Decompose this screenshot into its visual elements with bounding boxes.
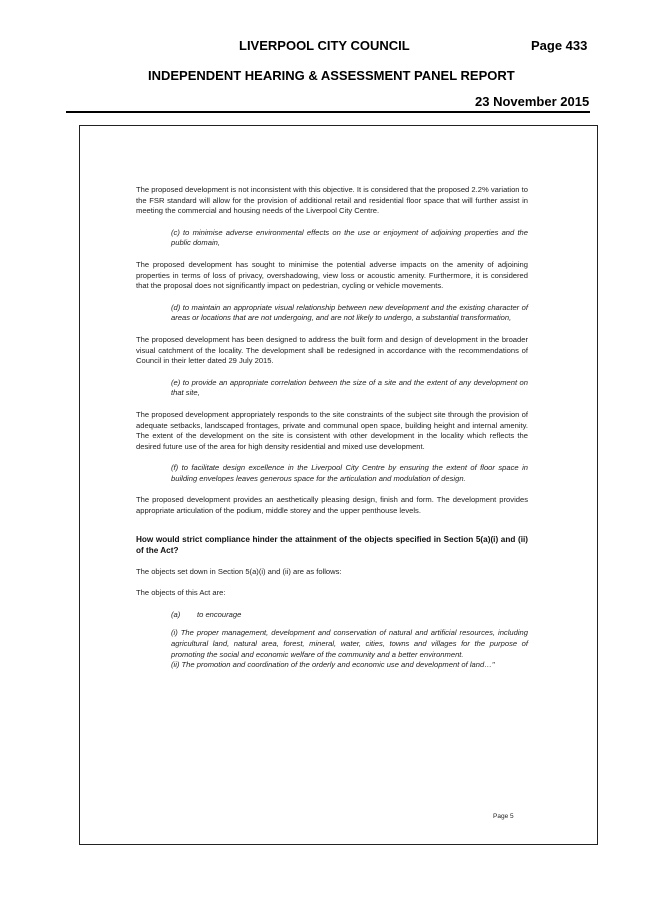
council-name: LIVERPOOL CITY COUNCIL	[239, 38, 410, 53]
object-label: (a)	[171, 609, 181, 619]
report-title: INDEPENDENT HEARING & ASSESSMENT PANEL REPORT	[148, 68, 515, 83]
objective-quote-f: (f) to facilitate design excellence in the Liverpool City Centre by ensuring the extent of floor space in building envelopes leaves generous space for the articulation and modulation of design.	[171, 463, 528, 483]
paragraph: The proposed development is not inconsistent with this objective. It is considered that the proposed 2.2% variation to the FSR standard will allow for the provision of additional retail and residential floor space that will further assist in meeting the commercial and housing needs of the Liverpool City Centre.	[136, 185, 528, 216]
paragraph: The proposed development has sought to minimise the potential adverse impacts on the amenity of adjoining properties in terms of loss of privacy, overshadowing, view loss or acoustic amenity. Furthermore, it is considered that the proposal does not significantly impact on pedestrian, cycling or vehicle movements.	[136, 259, 528, 291]
section-heading: How would strict compliance hinder the attainment of the objects specified in Section 5(a)(i) and (ii) of the Act?	[136, 534, 528, 555]
act-object-a	[171, 610, 528, 621]
objective-quote-c: (c) to minimise adverse environmental effects on the use or enjoyment of adjoining properties and the public domain,	[171, 227, 528, 248]
objective-quote-d: (d) to maintain an appropriate visual relationship between new development and the existing character of areas or locations that are not undergoing, and are not likely to undergo, a substantial transformation,	[171, 302, 528, 323]
scanned-page-number: Page 5	[493, 813, 514, 820]
paragraph: The proposed development appropriately responds to the site constraints of the subject site through the provision of adequate setbacks, landscaped frontages, private and communal open space, building height and internal amenity. The extent of the development on the site is consistent with other development in the locality which reflects the desired future use of the area for high density residential and mixed use development.	[136, 409, 528, 451]
object-text: to encourage	[197, 609, 242, 619]
paragraph: The proposed development has been designed to address the built form and design of development in the broader visual catchment of the locality. The development shall be redesigned in accordance with the recommendations of Council in their letter dated 29 July 2015.	[136, 334, 528, 366]
report-date: 23 November 2015	[475, 94, 590, 109]
act-object-i: (i) The proper management, development and conservation of natural and artificial resources, including agricultural land, natural area, forest, mineral, water, cities, towns and villages for the purpose of promoting the social and economic welfare of the community and a better environment.	[171, 628, 528, 659]
header-divider	[66, 111, 590, 113]
paragraph: The objects of this Act are:	[136, 588, 226, 598]
act-object-ii: (ii) The promotion and coordination of the orderly and economic use and development of land…"	[171, 660, 495, 670]
paragraph: The objects set down in Section 5(a)(i) and (ii) are as follows:	[136, 566, 342, 576]
paragraph: The proposed development provides an aesthetically pleasing design, finish and form. The development provides appropriate articulation of the podium, middle storey and the upper penthouse levels.	[136, 495, 528, 516]
scanned-page-body	[136, 185, 528, 679]
objective-quote-e: (e) to provide an appropriate correlation between the size of a site and the extent of any development on that site,	[171, 377, 528, 398]
page-number: Page 433	[531, 38, 588, 53]
